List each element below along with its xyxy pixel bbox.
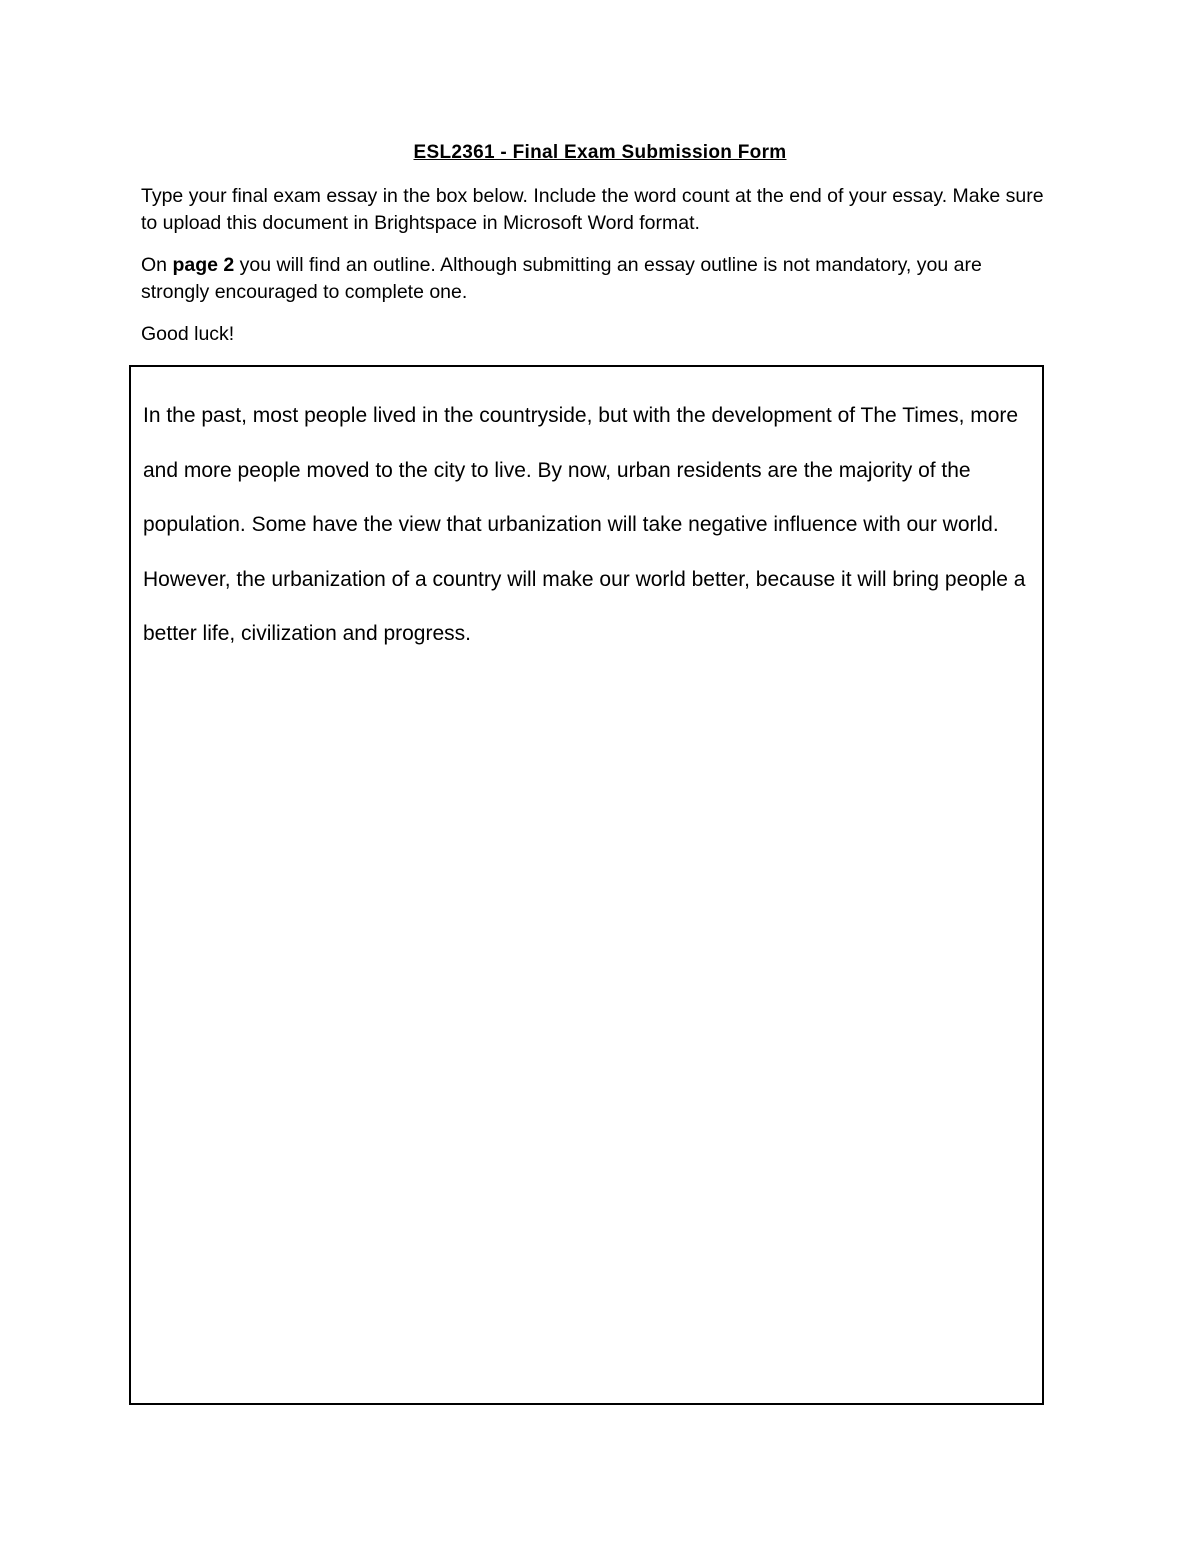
page-reference: page 2	[172, 254, 235, 276]
page-title: ESL2361 - Final Exam Submission Form	[413, 142, 787, 163]
instruction-paragraph-2-prefix: On	[141, 254, 173, 276]
instruction-paragraph-2-suffix: you will find an outline. Although submitting an essay outline is not mandatory, you are strongly encouraged to complete one.	[141, 254, 982, 303]
good-luck-text: Good luck!	[141, 323, 235, 345]
instruction-paragraph-1: Type your final exam essay in the box below. Include the word count at the end of your essay. Make sure to upload this document in Brightspace in Microsoft Word format.	[141, 185, 1044, 234]
instructions	[141, 183, 1051, 363]
instruction-paragraph-2	[141, 252, 1051, 306]
essay-text[interactable]: In the past, most people lived in the countryside, but with the development of The Times, more and more people moved to the city to live. By now, urban residents are the majority of the population. Some have the view that urbanization will take negative influence with our world. However, the urbanization of a country will make our world better, because it will bring people a better life, civilization and progress.	[143, 404, 1026, 645]
essay-box[interactable]	[129, 365, 1044, 1405]
